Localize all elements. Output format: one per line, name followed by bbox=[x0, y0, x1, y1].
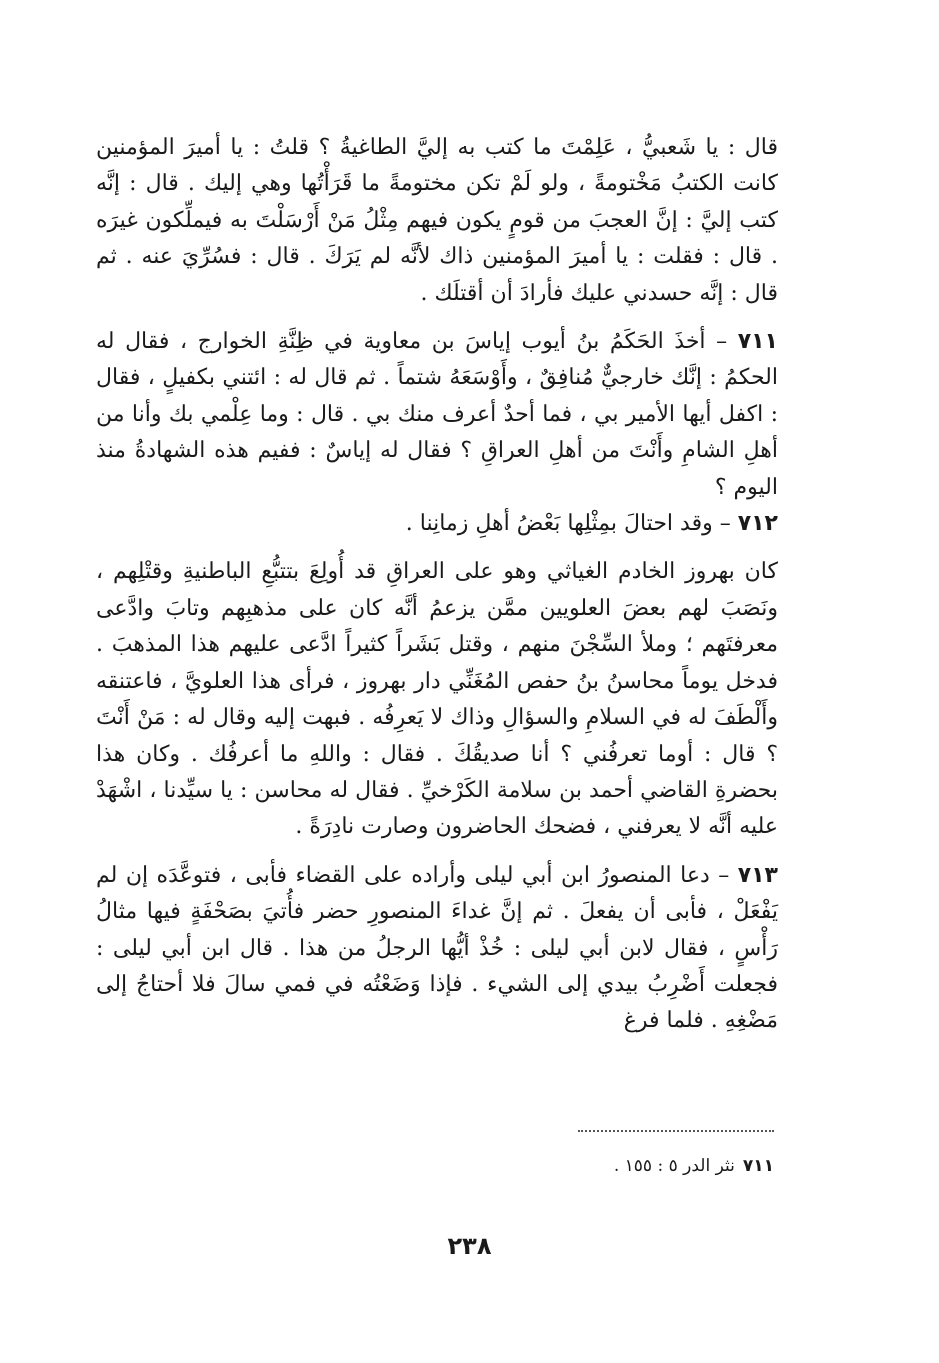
paragraph-number: ٧١٣ bbox=[737, 862, 778, 888]
paragraph-713 bbox=[96, 858, 778, 1040]
footnote-number: ٧١١ bbox=[742, 1156, 774, 1176]
paragraph-711 bbox=[96, 324, 778, 506]
paragraph-712 bbox=[96, 506, 778, 542]
paragraph-text: كان بهروز الخادم الغياثي وهو على العراقِ قد أُولِعَ بتتبُّعِ الباطنيةِ وقتْلِهم ، ونَصَبَ لهم بعضَ العلويين ممَّن يزعمُ أنَّه كان على مذهبِهم وتابَ وادَّعى معرفتَهم ؛ وملأ السِّجْنَ منهم ، وقتل بَشَراً كثيراً ادَّعى عليهم هذا المذهبَ . فدخل يوماً محاسنُ بنُ حفص المُغَنِّي دار بهروز ، فرأى هذا العلويَّ ، فاعتنقه وأَلْطَفَ له في السلامِ والسؤالِ وذاك لا يَعرِفُه . فبهت إليه وقال له : مَنْ أَنْتَ ؟ قال : أوما تعرفُني ؟ أنا صديقُكَ . فقال : واللهِ ما أعرفُك . وكان هذا بحضرةِ القاضي أحمد بن سلامة الكَرْخيِّ . فقال له محاسن : يا سيِّدنا ، اشْهَدْ عليه أنَّه لا يعرفني ، فضحك الحاضرون وصارت نادِرَةً . bbox=[96, 559, 778, 840]
paragraph-text: – وقد احتالَ بمِثْلِها بَعْضُ أهلِ زمانِنا . bbox=[405, 511, 731, 537]
paragraph-story bbox=[96, 554, 778, 845]
main-text bbox=[96, 130, 778, 1040]
paragraph-text: قال : يا شَعبيُّ ، عَلِمْتَ ما كتب به إليَّ الطاغيةُ ؟ قلتُ : يا أميرَ المؤمنين كانت الكتبُ مَخْتومةً ، ولو لَمْ تكن مختومةً ما قَرَأْتُها وهي إليك . قال : إنَّه كتب إليَّ : إنَّ العجبَ من قومٍ يكون فيهم مِثْلُ مَنْ أَرْسَلْتَ به فيملِّكون غيرَه . قال : فقلت : يا أميرَ المؤمنين ذاك لأنَّه لم يَرَكَ . قال : فسُرِّيَ عنه . ثم قال : إنَّه حسدني عليك فأرادَ أن أقتلَك . bbox=[96, 135, 778, 306]
paragraph-text: – دعا المنصورُ ابن أبي ليلى وأراده على القضاء فأبى ، فتوعَّدَه إن لم يَفْعَلْ ، فأبى أن يفعلَ . ثم إنَّ غداءَ المنصورِ حضر فأُتيَ بصَحْفَةٍ فيها مثالُ رَأْسٍ ، فقال لابن أبي ليلى : خُذْ أيُّها الرجلُ من هذا . قال ابن أبي ليلى : فجعلت أَضْرِبُ بيدي إلى الشيء . فإذا وَضَعْتُه في فمي سالَ فلا أحتاجُ إلى مَضْغِهِ . فلما فرغ bbox=[96, 862, 778, 1034]
footnote-separator bbox=[578, 1130, 774, 1132]
page-number: ٢٣٨ bbox=[447, 1232, 492, 1260]
paragraph-continuation bbox=[96, 130, 778, 312]
footnote bbox=[614, 1152, 774, 1180]
footnote-text: نثر الدر ٥ : ١٥٥ . bbox=[613, 1156, 735, 1176]
paragraph-number: ٧١٢ bbox=[737, 511, 778, 537]
paragraph-number: ٧١١ bbox=[737, 329, 778, 355]
paragraph-text: – أخذَ الحَكَمُ بنُ أيوب إياسَ بن معاوية في ظِنَّةِ الخوارج ، فقال له الحكمُ : إنَّك خارجيٌّ مُنافِقٌ ، وأَوْسَعَهُ شتماً . ثم قال له : ائتني بكفيلٍ ، فقال : اكفل أيها الأمير بي ، فما أحدٌ أعرف منك بي . قال : وما عِلْمي بك وأنا من أهلِ الشامِ وأَنْتَ من أهلِ العراقِ ؟ فقال له إياسٌ : ففيم هذه الشهادةُ منذ اليوم ؟ bbox=[96, 329, 778, 500]
